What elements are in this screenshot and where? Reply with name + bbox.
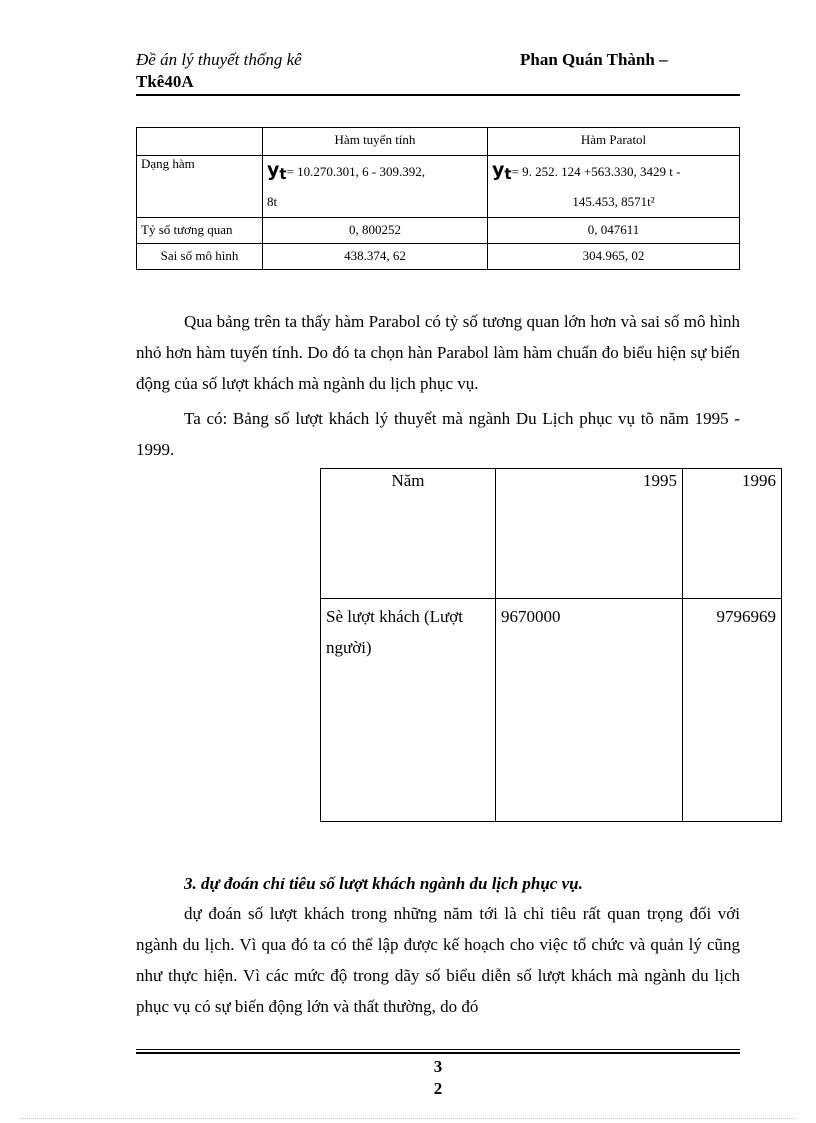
table-header-row	[321, 469, 782, 599]
page-bottom-border	[20, 1118, 796, 1119]
header-document-title: Đề án lý thuyết thống kê	[136, 50, 302, 69]
header-author: Phan Quán Thành –	[520, 50, 668, 69]
table-header-row	[137, 128, 740, 156]
footer-rule	[136, 1049, 740, 1050]
row-label-error: Sai số mô hình	[137, 244, 263, 270]
parabol-formula-part-a: = 9. 252. 124 +563.330, 3429 t -	[511, 164, 681, 179]
row-label-form: Dạng hàm	[137, 156, 263, 218]
year-1996: 1996	[683, 469, 782, 599]
parabol-correlation-value: 0, 047611	[488, 218, 740, 244]
header-rule	[136, 94, 740, 96]
header-class: Tkê40A	[136, 72, 194, 91]
parabol-formula-part-b: 145.453, 8571t²	[572, 194, 655, 209]
table-row-correlation	[137, 218, 740, 244]
visitor-count-table	[320, 468, 782, 822]
row-label-correlation: Tỷ số tương quan	[137, 218, 263, 244]
model-comparison-table	[136, 127, 740, 270]
table-header-cell	[137, 128, 263, 156]
paragraph-forecast: dự đoán số lượt khách trong những năm tới là chỉ tiêu rất quan trọng đối với ngành du lịch. Vì qua đó ta có thể lập được kế hoạch cho việc tổ chức và quản lý cũng như thực hiện. Vì các mức độ trong dãy số biểu diễn số lượt khách mà ngành du lịch phục vụ có sự biến động lớn và thất thường, do đó	[136, 904, 740, 1016]
linear-formula-part-a: = 10.270.301, 6 - 309.392,	[286, 164, 425, 179]
table-row-form	[137, 156, 740, 218]
linear-formula-part-b: 8t	[267, 194, 278, 209]
table-header-parabol: Hàm Paratol	[488, 128, 740, 156]
visitor-row-label: Sè lượt khách (Lượt người)	[321, 599, 496, 822]
yt-symbol: $y_t$	[492, 159, 512, 183]
visitors-1995: 9670000	[496, 599, 683, 822]
visitors-1996: 9796969	[683, 599, 782, 822]
linear-correlation-value: 0, 800252	[263, 218, 488, 244]
year-1995: 1995	[496, 469, 683, 599]
parabol-error-value: 304.965, 02	[488, 244, 740, 270]
year-header-label: Năm	[321, 469, 496, 599]
page-number-line2: 2	[433, 1079, 443, 1098]
paragraph-intro-table: Ta có: Bảng số lượt khách lý thuyết mà ngành Du Lịch phục vụ tõ năm 1995 - 1999.	[136, 409, 740, 459]
table-header-linear: Hàm tuyến tính	[263, 128, 488, 156]
yt-symbol: $y_t$	[267, 159, 287, 183]
page-number-line1: 3	[433, 1057, 443, 1076]
linear-error-value: 438.374, 62	[263, 244, 488, 270]
table-row-visitors	[321, 599, 782, 822]
table-row-error	[137, 244, 740, 270]
parabol-formula	[488, 156, 740, 218]
section-title: 3. dự đoán chỉ tiêu số lượt khách ngành du lịch phục vụ.	[184, 874, 583, 893]
footer-rule-thick	[136, 1052, 740, 1054]
paragraph-conclusion: Qua bảng trên ta thấy hàm Parabol có tỷ số tương quan lớn hơn và sai số mô hình nhỏ hơn hàm tuyến tính. Do đó ta chọn hàn Parabol làm hàm chuẩn đo biểu hiện sự biến động của số lượt khách mà ngành du lịch phục vụ.	[136, 312, 740, 393]
linear-formula	[263, 156, 488, 218]
